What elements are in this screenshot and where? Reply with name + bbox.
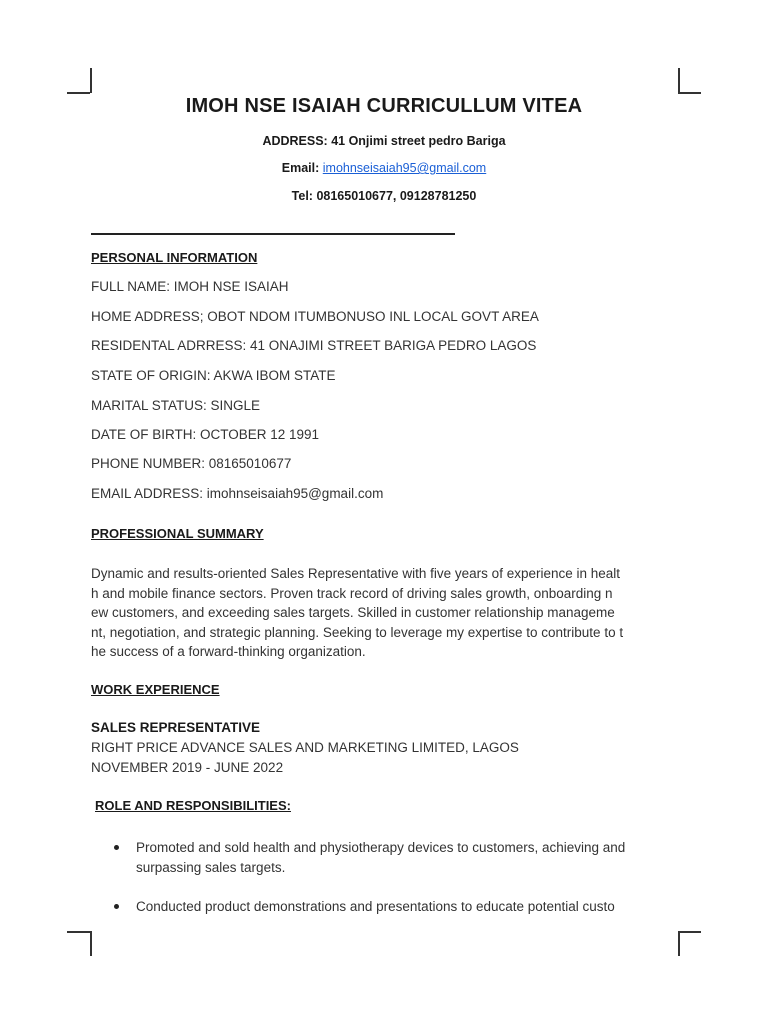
email-label: Email:	[281, 161, 323, 175]
tel-line: Tel: 08165010677, 09128781250	[291, 189, 477, 203]
bullet-item	[136, 897, 681, 917]
company: RIGHT PRICE ADVANCE SALES AND MARKETING LIMITED, LAGOS	[91, 740, 519, 755]
crop-mark-top-right	[678, 92, 701, 94]
email-line	[0, 161, 768, 175]
bullet-line: Promoted and sold health and physiotherapy devices to customers, achieving and	[136, 840, 626, 855]
email-link[interactable]: imohnseisaiah95@gmail.com	[322, 161, 487, 175]
crop-mark-top-left	[67, 92, 90, 94]
summary-paragraph	[91, 564, 681, 662]
professional-summary-heading: PROFESSIONAL SUMMARY	[91, 526, 264, 541]
phone-number: PHONE NUMBER: 08165010677	[91, 456, 292, 471]
bullet-line: Conducted product demonstrations and presentations to educate potential custo	[136, 899, 615, 914]
crop-mark-bottom-right	[678, 931, 701, 933]
job-dates: NOVEMBER 2019 - JUNE 2022	[91, 760, 284, 775]
document-title: IMOH NSE ISAIAH CURRICULLUM VITEA	[185, 95, 583, 117]
summary-line: h and mobile finance sectors. Proven track record of driving sales growth, onboarding n	[91, 585, 613, 601]
summary-line: ew customers, and exceeding sales targets. Skilled in customer relationship manageme	[91, 605, 615, 620]
divider	[91, 233, 455, 235]
home-address: HOME ADDRESS; OBOT NDOM ITUMBONUSO INL LOCAL GOVT AREA	[91, 309, 539, 324]
crop-mark-top-right	[678, 68, 680, 93]
summary-line: he success of a forward-thinking organization.	[91, 644, 366, 659]
bullet-icon	[114, 845, 119, 850]
bullet-item	[136, 838, 681, 877]
summary-line: nt, negotiation, and strategic planning. Seeking to leverage my expertise to contribute to t	[91, 624, 624, 640]
address-line: ADDRESS: 41 Onjimi street pedro Bariga	[262, 134, 506, 148]
full-name: FULL NAME: IMOH NSE ISAIAH	[91, 279, 289, 294]
job-title: SALES REPRESENTATIVE	[91, 720, 261, 735]
marital-status: MARITAL STATUS: SINGLE	[91, 398, 261, 413]
roles-heading: ROLE AND RESPONSIBILITIES:	[95, 798, 291, 813]
crop-mark-top-left	[90, 68, 92, 93]
date-of-birth: DATE OF BIRTH: OCTOBER 12 1991	[91, 427, 320, 442]
work-experience-heading: WORK EXPERIENCE	[91, 682, 220, 697]
crop-mark-bottom-right	[678, 931, 680, 956]
bullet-line: surpassing sales targets.	[136, 859, 286, 875]
residential-address: RESIDENTAL ADRRESS: 41 ONAJIMI STREET BARIGA PEDRO LAGOS	[91, 338, 537, 353]
email-address: EMAIL ADDRESS: imohnseisaiah95@gmail.com	[91, 486, 384, 501]
personal-info-heading: PERSONAL INFORMATION	[91, 250, 258, 265]
summary-line: Dynamic and results-oriented Sales Representative with five years of experience in healt	[91, 566, 621, 581]
bullet-icon	[114, 904, 119, 909]
crop-mark-bottom-left	[67, 931, 90, 933]
state-of-origin: STATE OF ORIGIN: AKWA IBOM STATE	[91, 368, 336, 383]
crop-mark-bottom-left	[90, 931, 92, 956]
